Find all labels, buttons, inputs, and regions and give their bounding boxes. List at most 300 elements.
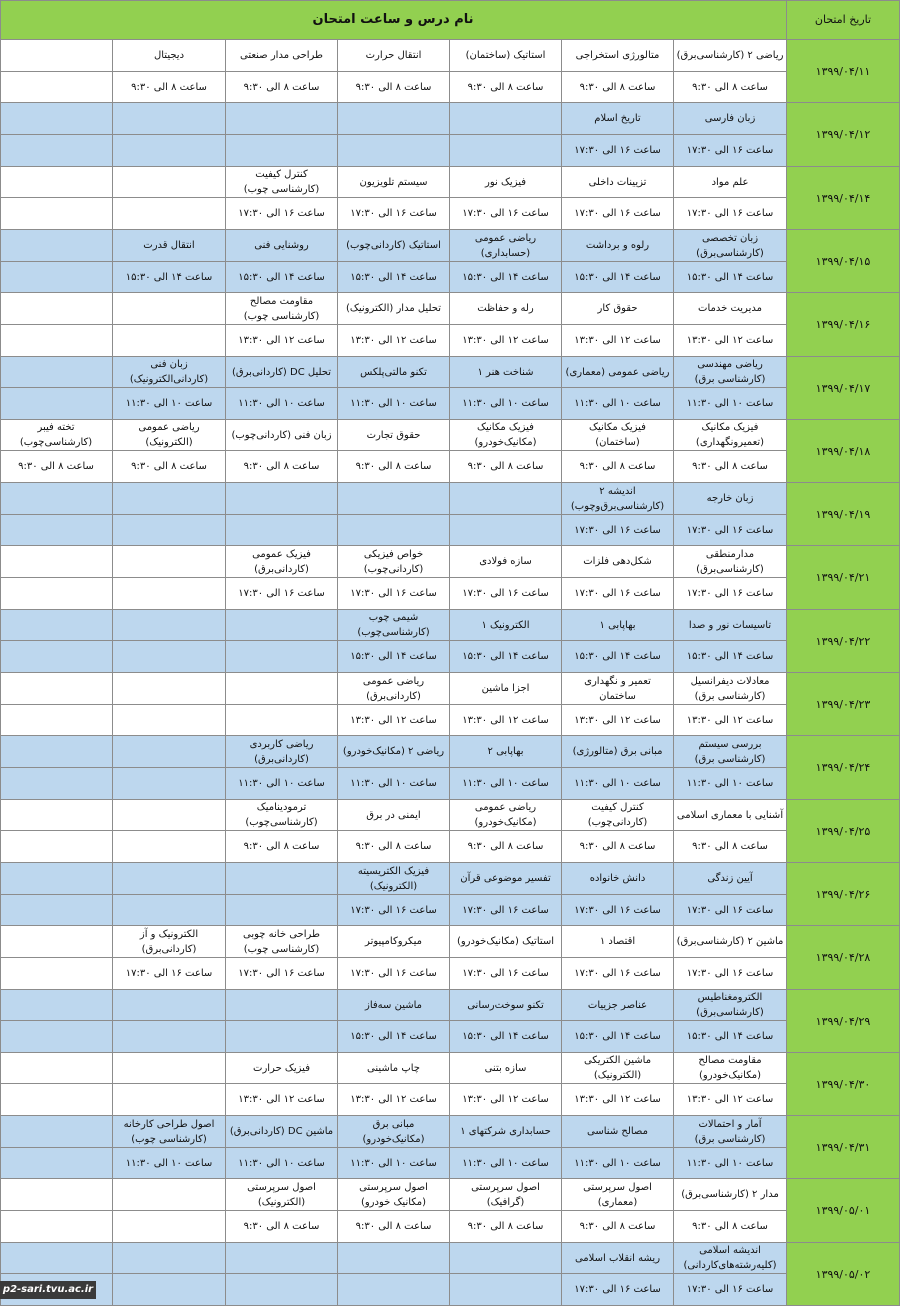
course-name-cell: ریاضی ۲ (مکانیک‌خودرو) xyxy=(338,736,450,768)
course-name-cell: رلوه و برداشت xyxy=(562,230,674,262)
course-name-cell: مدارمنطقی (کارشناسی‌برق) xyxy=(674,546,787,578)
exam-time-cell: ساعت ۱۰ الی ۱۱:۳۰ xyxy=(674,1148,787,1179)
course-name-cell xyxy=(0,483,113,515)
exam-time-cell xyxy=(113,1211,226,1243)
exam-time-cell: ساعت ۱۶ الی ۱۷:۳۰ xyxy=(450,198,562,230)
exam-time-cell: ساعت ۱۴ الی ۱۵:۳۰ xyxy=(450,262,562,293)
course-name-cell xyxy=(113,103,226,135)
course-name-cell: استاتیک (ساختمان) xyxy=(450,40,562,72)
course-name-cell: علم مواد xyxy=(674,167,787,198)
exam-time-cell xyxy=(0,831,113,863)
exam-date-cell: ۱۳۹۹/۰۵/۰۲ xyxy=(787,1243,900,1306)
exam-time-cell: ساعت ۱۰ الی ۱۱:۳۰ xyxy=(226,388,338,420)
exam-time-cell xyxy=(338,515,450,546)
exam-date-cell: ۱۳۹۹/۰۴/۲۹ xyxy=(787,990,900,1053)
course-name-cell xyxy=(113,546,226,578)
course-name-cell: کنترل کیفیت (کارشناسی چوب) xyxy=(226,167,338,198)
exam-time-cell xyxy=(113,1021,226,1053)
exam-time-cell: ساعت ۱۶ الی ۱۷:۳۰ xyxy=(562,578,674,610)
exam-time-cell xyxy=(0,388,113,420)
course-name-cell xyxy=(113,863,226,895)
course-name-cell xyxy=(113,1179,226,1211)
exam-time-cell xyxy=(0,262,113,293)
exam-time-cell xyxy=(226,515,338,546)
exam-time-cell: ساعت ۱۴ الی ۱۵:۳۰ xyxy=(562,262,674,293)
exam-time-cell xyxy=(0,325,113,357)
course-name-cell: تاسیسات نور و صدا xyxy=(674,610,787,641)
exam-time-cell xyxy=(113,325,226,357)
exam-time-cell: ساعت ۸ الی ۹:۳۰ xyxy=(450,1211,562,1243)
course-name-cell xyxy=(113,610,226,641)
course-name-cell: ریاضی عمومی (حسابداری) xyxy=(450,230,562,262)
course-name-cell: طراحی خانه چوبی (کارشناسی چوب) xyxy=(226,926,338,958)
course-name-cell: شکل‌دهی فلزات xyxy=(562,546,674,578)
exam-time-cell: ساعت ۸ الی ۹:۳۰ xyxy=(226,72,338,103)
course-name-cell xyxy=(0,293,113,325)
header-date-label: تاریخ امتحان xyxy=(787,0,900,40)
exam-time-cell xyxy=(226,1021,338,1053)
course-name-cell: سازه بتنی xyxy=(450,1053,562,1084)
course-name-cell xyxy=(0,800,113,831)
exam-time-cell: ساعت ۱۴ الی ۱۵:۳۰ xyxy=(562,1021,674,1053)
exam-time-cell: ساعت ۱۶ الی ۱۷:۳۰ xyxy=(338,578,450,610)
exam-time-cell: ساعت ۱۶ الی ۱۷:۳۰ xyxy=(338,198,450,230)
exam-date-cell: ۱۳۹۹/۰۴/۲۱ xyxy=(787,546,900,610)
course-name-cell: ریاضی کاربردی (کاردانی‌برق) xyxy=(226,736,338,768)
exam-time-cell: ساعت ۱۶ الی ۱۷:۳۰ xyxy=(674,958,787,990)
course-name-cell: مدیریت خدمات xyxy=(674,293,787,325)
exam-time-cell: ساعت ۱۴ الی ۱۵:۳۰ xyxy=(226,262,338,293)
course-name-cell: اندیشه اسلامی (کلیه‌رشته‌های‌کاردانی) xyxy=(674,1243,787,1274)
exam-time-cell: ساعت ۱۶ الی ۱۷:۳۰ xyxy=(450,895,562,926)
exam-time-cell: ساعت ۸ الی ۹:۳۰ xyxy=(450,72,562,103)
course-name-cell: تعمیر و نگهداری ساختمان xyxy=(562,673,674,705)
exam-time-cell: ساعت ۱۲ الی ۱۳:۳۰ xyxy=(338,1084,450,1116)
exam-time-cell: ساعت ۸ الی ۹:۳۰ xyxy=(450,451,562,483)
course-name-cell: اصول سرپرستی (الکترونیک) xyxy=(226,1179,338,1211)
exam-time-cell xyxy=(0,705,113,736)
exam-time-cell: ساعت ۱۲ الی ۱۳:۳۰ xyxy=(450,705,562,736)
course-name-cell: اندیشه ۲ (کارشناسی‌برق‌وچوب) xyxy=(562,483,674,515)
course-name-cell: بهاپابی ۱ xyxy=(562,610,674,641)
exam-time-cell: ساعت ۱۰ الی ۱۱:۳۰ xyxy=(562,768,674,800)
exam-time-cell: ساعت ۸ الی ۹:۳۰ xyxy=(338,451,450,483)
exam-time-cell: ساعت ۱۴ الی ۱۵:۳۰ xyxy=(338,641,450,673)
exam-date-cell: ۱۳۹۹/۰۴/۳۰ xyxy=(787,1053,900,1116)
exam-time-cell: ساعت ۱۴ الی ۱۵:۳۰ xyxy=(450,641,562,673)
exam-time-cell: ساعت ۱۲ الی ۱۳:۳۰ xyxy=(338,325,450,357)
exam-time-cell: ساعت ۸ الی ۹:۳۰ xyxy=(113,72,226,103)
course-name-cell: شناخت هنر ۱ xyxy=(450,357,562,388)
course-name-cell: ماشین DC (کاردانی‌برق) xyxy=(226,1116,338,1148)
course-name-cell: معادلات دیفرانسیل (کارشناسی برق) xyxy=(674,673,787,705)
course-name-cell: فیزیک حرارت xyxy=(226,1053,338,1084)
course-name-cell xyxy=(226,863,338,895)
course-name-cell xyxy=(113,293,226,325)
exam-time-cell xyxy=(450,515,562,546)
exam-time-cell: ساعت ۸ الی ۹:۳۰ xyxy=(338,831,450,863)
exam-time-cell: ساعت ۱۶ الی ۱۷:۳۰ xyxy=(562,1274,674,1306)
exam-time-cell: ساعت ۸ الی ۹:۳۰ xyxy=(674,831,787,863)
course-name-cell xyxy=(113,1053,226,1084)
exam-time-cell: ساعت ۸ الی ۹:۳۰ xyxy=(674,1211,787,1243)
exam-time-cell: ساعت ۱۰ الی ۱۱:۳۰ xyxy=(562,1148,674,1179)
course-name-cell xyxy=(0,230,113,262)
course-name-cell xyxy=(0,1243,113,1274)
exam-time-cell xyxy=(113,641,226,673)
course-name-cell xyxy=(0,1116,113,1148)
course-name-cell: زبان خارجه xyxy=(674,483,787,515)
course-name-cell: عناصر جزییات xyxy=(562,990,674,1021)
course-name-cell: تحلیل DC (کاردانی‌برق) xyxy=(226,357,338,388)
exam-time-cell: ساعت ۸ الی ۹:۳۰ xyxy=(226,831,338,863)
exam-time-cell: ساعت ۱۰ الی ۱۱:۳۰ xyxy=(450,1148,562,1179)
exam-date-cell: ۱۳۹۹/۰۴/۱۲ xyxy=(787,103,900,167)
course-name-cell xyxy=(450,103,562,135)
exam-time-cell: ساعت ۱۰ الی ۱۱:۳۰ xyxy=(338,768,450,800)
course-name-cell xyxy=(0,546,113,578)
exam-date-cell: ۱۳۹۹/۰۴/۳۱ xyxy=(787,1116,900,1179)
course-name-cell xyxy=(338,483,450,515)
course-name-cell: تاریخ اسلام xyxy=(562,103,674,135)
course-name-cell: ریشه انقلاب اسلامی xyxy=(562,1243,674,1274)
exam-time-cell: ساعت ۱۴ الی ۱۵:۳۰ xyxy=(338,1021,450,1053)
course-name-cell: الکترومغناطیس (کارشناسی‌برق) xyxy=(674,990,787,1021)
exam-date-cell: ۱۳۹۹/۰۴/۲۴ xyxy=(787,736,900,800)
course-name-cell xyxy=(450,1243,562,1274)
exam-time-cell: ساعت ۱۴ الی ۱۵:۳۰ xyxy=(338,262,450,293)
course-name-cell xyxy=(113,990,226,1021)
exam-date-cell: ۱۳۹۹/۰۴/۱۸ xyxy=(787,420,900,483)
exam-time-cell: ساعت ۱۰ الی ۱۱:۳۰ xyxy=(450,768,562,800)
exam-time-cell xyxy=(0,198,113,230)
course-name-cell: اجزا ماشین xyxy=(450,673,562,705)
exam-time-cell: ساعت ۱۲ الی ۱۳:۳۰ xyxy=(562,705,674,736)
course-name-cell: ریاضی عمومی (مکانیک‌خودرو) xyxy=(450,800,562,831)
course-name-cell: فیزیک مکانیک (مکانیک‌خودرو) xyxy=(450,420,562,451)
exam-time-cell: ساعت ۱۴ الی ۱۵:۳۰ xyxy=(450,1021,562,1053)
course-name-cell: فیزیک مکانیک (تعمیرونگهداری) xyxy=(674,420,787,451)
course-name-cell: فیزیک عمومی (کاردانی‌برق) xyxy=(226,546,338,578)
exam-time-cell xyxy=(113,578,226,610)
course-name-cell: دانش خانواده xyxy=(562,863,674,895)
exam-time-cell: ساعت ۱۲ الی ۱۳:۳۰ xyxy=(450,1084,562,1116)
exam-time-cell xyxy=(226,1274,338,1306)
exam-time-cell: ساعت ۱۲ الی ۱۳:۳۰ xyxy=(226,325,338,357)
exam-time-cell xyxy=(113,831,226,863)
exam-time-cell: ساعت ۱۶ الی ۱۷:۳۰ xyxy=(674,1274,787,1306)
course-name-cell: شیمی چوب (کارشناسی‌چوب) xyxy=(338,610,450,641)
exam-time-cell: ساعت ۸ الی ۹:۳۰ xyxy=(562,451,674,483)
course-name-cell: آیین زندگی xyxy=(674,863,787,895)
site-watermark: p2-sari.tvu.ac.ir xyxy=(0,1281,96,1299)
exam-time-cell xyxy=(113,515,226,546)
course-name-cell: تحلیل مدار (الکترونیک) xyxy=(338,293,450,325)
course-name-cell xyxy=(0,103,113,135)
exam-time-cell xyxy=(0,1084,113,1116)
course-name-cell xyxy=(113,800,226,831)
course-name-cell: سیستم تلویزیون xyxy=(338,167,450,198)
exam-time-cell: ساعت ۱۶ الی ۱۷:۳۰ xyxy=(562,895,674,926)
exam-time-cell: ساعت ۱۲ الی ۱۳:۳۰ xyxy=(226,1084,338,1116)
course-name-cell: اقتصاد ۱ xyxy=(562,926,674,958)
exam-time-cell: ساعت ۱۰ الی ۱۱:۳۰ xyxy=(562,388,674,420)
exam-time-cell: ساعت ۱۶ الی ۱۷:۳۰ xyxy=(674,895,787,926)
course-name-cell xyxy=(113,673,226,705)
exam-time-cell: ساعت ۱۰ الی ۱۱:۳۰ xyxy=(226,1148,338,1179)
exam-date-cell: ۱۳۹۹/۰۴/۱۹ xyxy=(787,483,900,546)
course-name-cell: زبان فارسی xyxy=(674,103,787,135)
exam-time-cell: ساعت ۱۴ الی ۱۵:۳۰ xyxy=(562,641,674,673)
exam-time-cell: ساعت ۱۶ الی ۱۷:۳۰ xyxy=(450,578,562,610)
exam-time-cell xyxy=(226,705,338,736)
course-name-cell: تخته فیبر (کارشناسی‌چوب) xyxy=(0,420,113,451)
course-name-cell: حقوق کار xyxy=(562,293,674,325)
course-name-cell: طراحی مدار صنعتی xyxy=(226,40,338,72)
exam-time-cell xyxy=(0,641,113,673)
course-name-cell xyxy=(0,1053,113,1084)
exam-time-cell: ساعت ۱۰ الی ۱۱:۳۰ xyxy=(113,1148,226,1179)
exam-time-cell xyxy=(0,768,113,800)
course-name-cell: بهاپابی ۲ xyxy=(450,736,562,768)
exam-time-cell xyxy=(226,895,338,926)
course-name-cell: سازه فولادی xyxy=(450,546,562,578)
exam-time-cell: ساعت ۱۶ الی ۱۷:۳۰ xyxy=(562,198,674,230)
course-name-cell: اصول سرپرستی (معماری) xyxy=(562,1179,674,1211)
course-name-cell: حسابداری شرکتهای ۱ xyxy=(450,1116,562,1148)
course-name-cell: تکنو مالتی‌پلکس xyxy=(338,357,450,388)
exam-time-cell xyxy=(0,135,113,167)
course-name-cell: مقاومت مصالح (مکانیک‌خودرو) xyxy=(674,1053,787,1084)
course-name-cell xyxy=(0,1179,113,1211)
course-name-cell: رله و حفاظت xyxy=(450,293,562,325)
exam-date-cell: ۱۳۹۹/۰۴/۱۶ xyxy=(787,293,900,357)
course-name-cell: تزیینات داخلی xyxy=(562,167,674,198)
exam-time-cell xyxy=(113,198,226,230)
exam-time-cell xyxy=(0,72,113,103)
course-name-cell: اصول سرپرستی (مکانیک خودرو) xyxy=(338,1179,450,1211)
course-name-cell: انتقال قدرت xyxy=(113,230,226,262)
exam-time-cell xyxy=(0,895,113,926)
course-name-cell xyxy=(226,103,338,135)
exam-time-cell: ساعت ۱۴ الی ۱۵:۳۰ xyxy=(113,262,226,293)
course-name-cell: زبان فنی (کاردانی‌چوب) xyxy=(226,420,338,451)
course-name-cell: ریاضی عمومی (الکترونیک) xyxy=(113,420,226,451)
course-name-cell: ریاضی مهندسی (کارشناسی برق) xyxy=(674,357,787,388)
course-name-cell: فیزیک مکانیک (ساختمان) xyxy=(562,420,674,451)
exam-time-cell xyxy=(0,1211,113,1243)
course-name-cell: ماشین سه‌فاز xyxy=(338,990,450,1021)
course-name-cell: مقاومت مصالح (کارشناسی چوب) xyxy=(226,293,338,325)
exam-time-cell xyxy=(338,1274,450,1306)
header-title: نام درس و ساعت امتحان xyxy=(0,0,787,40)
course-name-cell: روشنایی فنی xyxy=(226,230,338,262)
exam-time-cell xyxy=(113,768,226,800)
exam-date-cell: ۱۳۹۹/۰۴/۱۵ xyxy=(787,230,900,293)
exam-time-cell: ساعت ۱۲ الی ۱۳:۳۰ xyxy=(338,705,450,736)
course-name-cell: مبانی برق (متالورژی) xyxy=(562,736,674,768)
course-name-cell: ماشین الکتریکی (الکترونیک) xyxy=(562,1053,674,1084)
exam-time-cell: ساعت ۱۰ الی ۱۱:۳۰ xyxy=(674,768,787,800)
exam-time-cell: ساعت ۱۶ الی ۱۷:۳۰ xyxy=(674,198,787,230)
course-name-cell: آمار و احتمالات (کارشناسی برق) xyxy=(674,1116,787,1148)
exam-time-cell: ساعت ۱۶ الی ۱۷:۳۰ xyxy=(226,198,338,230)
exam-time-cell xyxy=(113,895,226,926)
exam-time-cell xyxy=(226,641,338,673)
course-name-cell xyxy=(338,103,450,135)
course-name-cell xyxy=(450,483,562,515)
exam-time-cell xyxy=(226,135,338,167)
exam-time-cell: ساعت ۱۲ الی ۱۳:۳۰ xyxy=(562,325,674,357)
exam-time-cell: ساعت ۱۲ الی ۱۳:۳۰ xyxy=(450,325,562,357)
exam-time-cell xyxy=(0,515,113,546)
course-name-cell: بررسی سیستم (کارشناسی برق) xyxy=(674,736,787,768)
exam-time-cell: ساعت ۱۶ الی ۱۷:۳۰ xyxy=(113,958,226,990)
exam-date-cell: ۱۳۹۹/۰۵/۰۱ xyxy=(787,1179,900,1243)
exam-date-cell: ۱۳۹۹/۰۴/۲۸ xyxy=(787,926,900,990)
course-name-cell: خواص فیزیکی (کاردانی‌چوب) xyxy=(338,546,450,578)
exam-time-cell: ساعت ۱۶ الی ۱۷:۳۰ xyxy=(338,895,450,926)
exam-date-cell: ۱۳۹۹/۰۴/۱۴ xyxy=(787,167,900,230)
exam-time-cell: ساعت ۸ الی ۹:۳۰ xyxy=(562,72,674,103)
exam-time-cell: ساعت ۱۴ الی ۱۵:۳۰ xyxy=(674,262,787,293)
course-name-cell: فیزیک نور xyxy=(450,167,562,198)
course-name-cell xyxy=(0,863,113,895)
course-name-cell: استاتیک (کاردانی‌چوب) xyxy=(338,230,450,262)
course-name-cell: الکترونیک ۱ xyxy=(450,610,562,641)
exam-time-cell: ساعت ۱۰ الی ۱۱:۳۰ xyxy=(338,388,450,420)
course-name-cell: مبانی برق (مکانیک‌خودرو) xyxy=(338,1116,450,1148)
exam-date-cell: ۱۳۹۹/۰۴/۲۵ xyxy=(787,800,900,863)
course-name-cell xyxy=(0,736,113,768)
exam-time-cell: ساعت ۱۶ الی ۱۷:۳۰ xyxy=(450,958,562,990)
course-name-cell: اصول سرپرستی (گرافیک) xyxy=(450,1179,562,1211)
exam-time-cell: ساعت ۱۲ الی ۱۳:۳۰ xyxy=(674,325,787,357)
exam-date-cell: ۱۳۹۹/۰۴/۲۳ xyxy=(787,673,900,736)
exam-time-cell: ساعت ۱۲ الی ۱۳:۳۰ xyxy=(674,1084,787,1116)
exam-time-cell: ساعت ۸ الی ۹:۳۰ xyxy=(562,1211,674,1243)
exam-time-cell: ساعت ۱۶ الی ۱۷:۳۰ xyxy=(562,515,674,546)
course-name-cell: مدار ۲ (کارشناسی‌برق) xyxy=(674,1179,787,1211)
exam-time-cell: ساعت ۸ الی ۹:۳۰ xyxy=(226,1211,338,1243)
exam-time-cell: ساعت ۱۰ الی ۱۱:۳۰ xyxy=(674,388,787,420)
course-name-cell: ریاضی ۲ (کارشناسی‌برق) xyxy=(674,40,787,72)
course-name-cell: آشنایی با معماری اسلامی xyxy=(674,800,787,831)
exam-date-cell: ۱۳۹۹/۰۴/۱۷ xyxy=(787,357,900,420)
exam-time-cell xyxy=(0,1148,113,1179)
course-name-cell xyxy=(113,483,226,515)
exam-time-cell: ساعت ۸ الی ۹:۳۰ xyxy=(338,1211,450,1243)
course-name-cell: ریاضی عمومی (معماری) xyxy=(562,357,674,388)
exam-date-cell: ۱۳۹۹/۰۴/۲۶ xyxy=(787,863,900,926)
exam-time-cell: ساعت ۱۴ الی ۱۵:۳۰ xyxy=(674,641,787,673)
exam-time-cell xyxy=(113,1084,226,1116)
course-name-cell: چاپ ماشینی xyxy=(338,1053,450,1084)
course-name-cell: حقوق تجارت xyxy=(338,420,450,451)
course-name-cell: اصول طراحی کارخانه (کارشناسی چوب) xyxy=(113,1116,226,1148)
exam-time-cell xyxy=(113,1274,226,1306)
exam-time-cell xyxy=(0,578,113,610)
course-name-cell xyxy=(226,673,338,705)
course-name-cell: استاتیک (مکانیک‌خودرو) xyxy=(450,926,562,958)
course-name-cell: ریاضی عمومی (کاردانی‌برق) xyxy=(338,673,450,705)
exam-time-cell: ساعت ۱۰ الی ۱۱:۳۰ xyxy=(226,768,338,800)
exam-time-cell: ساعت ۸ الی ۹:۳۰ xyxy=(113,451,226,483)
course-name-cell xyxy=(0,40,113,72)
exam-time-cell: ساعت ۸ الی ۹:۳۰ xyxy=(0,451,113,483)
exam-time-cell xyxy=(338,135,450,167)
course-name-cell: زبان تخصصی (کارشناسی‌برق) xyxy=(674,230,787,262)
course-name-cell xyxy=(113,736,226,768)
exam-time-cell: ساعت ۱۶ الی ۱۷:۳۰ xyxy=(674,515,787,546)
course-name-cell xyxy=(338,1243,450,1274)
exam-date-cell: ۱۳۹۹/۰۴/۲۲ xyxy=(787,610,900,673)
exam-time-cell: ساعت ۱۰ الی ۱۱:۳۰ xyxy=(338,1148,450,1179)
exam-time-cell: ساعت ۸ الی ۹:۳۰ xyxy=(562,831,674,863)
exam-time-cell: ساعت ۱۲ الی ۱۳:۳۰ xyxy=(562,1084,674,1116)
course-name-cell: تکنو سوخت‌رسانی xyxy=(450,990,562,1021)
exam-time-cell: ساعت ۱۰ الی ۱۱:۳۰ xyxy=(113,388,226,420)
course-name-cell xyxy=(113,167,226,198)
exam-time-cell: ساعت ۱۲ الی ۱۳:۳۰ xyxy=(674,705,787,736)
course-name-cell xyxy=(0,357,113,388)
course-name-cell xyxy=(0,167,113,198)
exam-time-cell: ساعت ۱۴ الی ۱۵:۳۰ xyxy=(674,1021,787,1053)
exam-time-cell xyxy=(113,135,226,167)
exam-time-cell: ساعت ۸ الی ۹:۳۰ xyxy=(226,451,338,483)
exam-date-cell: ۱۳۹۹/۰۴/۱۱ xyxy=(787,40,900,103)
course-name-cell xyxy=(226,610,338,641)
exam-time-cell: ساعت ۸ الی ۹:۳۰ xyxy=(338,72,450,103)
exam-time-cell xyxy=(450,135,562,167)
exam-time-cell xyxy=(0,1021,113,1053)
exam-time-cell: ساعت ۱۰ الی ۱۱:۳۰ xyxy=(450,388,562,420)
exam-time-cell: ساعت ۱۶ الی ۱۷:۳۰ xyxy=(226,578,338,610)
course-name-cell: ترمودینامیک (کارشناسی‌چوب) xyxy=(226,800,338,831)
course-name-cell xyxy=(226,990,338,1021)
course-name-cell: فیزیک الکتریسیته (الکترونیک) xyxy=(338,863,450,895)
course-name-cell xyxy=(226,483,338,515)
exam-time-cell: ساعت ۱۶ الی ۱۷:۳۰ xyxy=(226,958,338,990)
course-name-cell xyxy=(113,1243,226,1274)
course-name-cell xyxy=(0,610,113,641)
course-name-cell: انتقال حرارت xyxy=(338,40,450,72)
exam-time-cell: ساعت ۸ الی ۹:۳۰ xyxy=(674,451,787,483)
exam-time-cell: ساعت ۸ الی ۹:۳۰ xyxy=(450,831,562,863)
exam-time-cell: ساعت ۱۶ الی ۱۷:۳۰ xyxy=(338,958,450,990)
course-name-cell: ایمنی در برق xyxy=(338,800,450,831)
course-name-cell xyxy=(0,926,113,958)
course-name-cell: ماشین ۲ (کارشناسی‌برق) xyxy=(674,926,787,958)
course-name-cell: مصالح شناسی xyxy=(562,1116,674,1148)
exam-time-cell: ساعت ۱۶ الی ۱۷:۳۰ xyxy=(562,135,674,167)
course-name-cell: میکروکامپیوتر xyxy=(338,926,450,958)
exam-time-cell xyxy=(0,958,113,990)
exam-time-cell: ساعت ۱۶ الی ۱۷:۳۰ xyxy=(674,578,787,610)
course-name-cell: الکترونیک و آز (کاردانی‌برق) xyxy=(113,926,226,958)
exam-time-cell: ساعت ۱۶ الی ۱۷:۳۰ xyxy=(562,958,674,990)
exam-time-cell xyxy=(450,1274,562,1306)
course-name-cell xyxy=(226,1243,338,1274)
exam-time-cell: ساعت ۸ الی ۹:۳۰ xyxy=(674,72,787,103)
course-name-cell: تفسیر موضوعی قرآن xyxy=(450,863,562,895)
course-name-cell xyxy=(0,673,113,705)
course-name-cell: کنترل کیفیت (کاردانی‌چوب) xyxy=(562,800,674,831)
exam-time-cell xyxy=(113,705,226,736)
course-name-cell: دیجیتال xyxy=(113,40,226,72)
course-name-cell: زبان فنی (کاردانی‌الکترونیک) xyxy=(113,357,226,388)
course-name-cell xyxy=(0,990,113,1021)
